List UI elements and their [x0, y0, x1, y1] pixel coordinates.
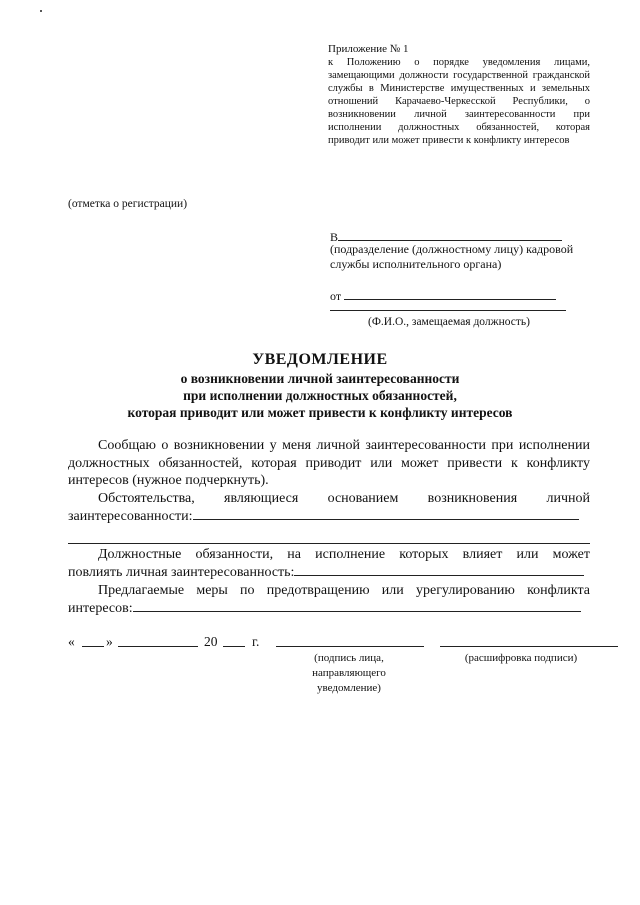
fio-line [330, 310, 566, 311]
circumstances-label: заинтересованности: [68, 509, 193, 524]
duties-label: повлиять личная заинтересованность: [68, 565, 295, 580]
paragraph-measures: Предлагаемые меры по предотвращению или урегулированию конфликта [98, 582, 590, 598]
document-title: УВЕДОМЛЕНИЕ [252, 351, 388, 368]
addressee-from-prefix: от [330, 289, 342, 303]
heading-line-3: которая приводит или может привести к конфликту интересов [127, 405, 513, 420]
paragraph-notice: Сообщаю о возникновении у меня личной заинтересованности при исполнении должностных обязанностей, которая приводит или может привести к конфликту интересов (нужное подчеркнуть). [68, 438, 590, 488]
duties-field[interactable] [294, 563, 584, 576]
addressee-to-line [338, 230, 562, 241]
date-year-prefix: 20 [204, 634, 218, 649]
date-quote-open: « [68, 634, 75, 649]
registration-mark: (отметка о регистрации) [68, 198, 188, 210]
fio-caption: (Ф.И.О., замещаемая должность) [368, 316, 530, 328]
circumstances-field-row [68, 507, 590, 526]
date-year-field[interactable] [223, 634, 245, 647]
paragraph-duties: Должностные обязанности, на исполнение которых влияет или может [98, 546, 590, 562]
addressee-from [330, 289, 556, 304]
heading-line-1: о возникновении личной заинтересованности [180, 371, 460, 386]
scan-speck [40, 10, 42, 12]
signature-decode-field[interactable] [440, 634, 618, 647]
notification-body [68, 437, 590, 618]
annex-title: Приложение № 1 [328, 43, 409, 55]
addressee-from-line [344, 289, 556, 300]
annex-body: к Положению о порядке уведомления лицами, замещающими должности государственной гражданской службы в Министерстве имущественных и земельных отношений Карачаево-Черкесской Республики, о возникновении личной заинтересованности при исполнении должностных обязанностей, которая приводит или может привести к конфликту интересов [328, 57, 590, 146]
duties-field-row [68, 563, 590, 582]
date-quote-close: » [106, 634, 113, 649]
addressee-dept-caption: (подразделение (должностному лицу) кадровой службы исполнительного органа) [330, 242, 574, 271]
circumstances-extra-line[interactable] [68, 526, 590, 544]
date-year-suffix: г. [252, 634, 260, 649]
measures-field[interactable] [133, 599, 581, 612]
signature-field[interactable] [276, 634, 424, 647]
measures-field-row [68, 599, 590, 618]
paragraph-circumstances: Обстоятельства, являющиеся основанием возникновения личной [98, 490, 590, 506]
date-month-field[interactable] [118, 634, 198, 647]
signer-caption: (подпись лица, направляющего уведомление) [312, 652, 386, 694]
addressee-to-prefix: В [330, 230, 339, 244]
document-heading [60, 350, 580, 421]
measures-label: интересов: [68, 601, 133, 616]
heading-line-2: при исполнении должностных обязанностей, [183, 388, 457, 403]
decode-caption: (расшифровка подписи) [464, 652, 578, 664]
annex-block [328, 43, 590, 147]
date-day-field[interactable] [82, 634, 104, 647]
circumstances-field[interactable] [193, 507, 579, 520]
